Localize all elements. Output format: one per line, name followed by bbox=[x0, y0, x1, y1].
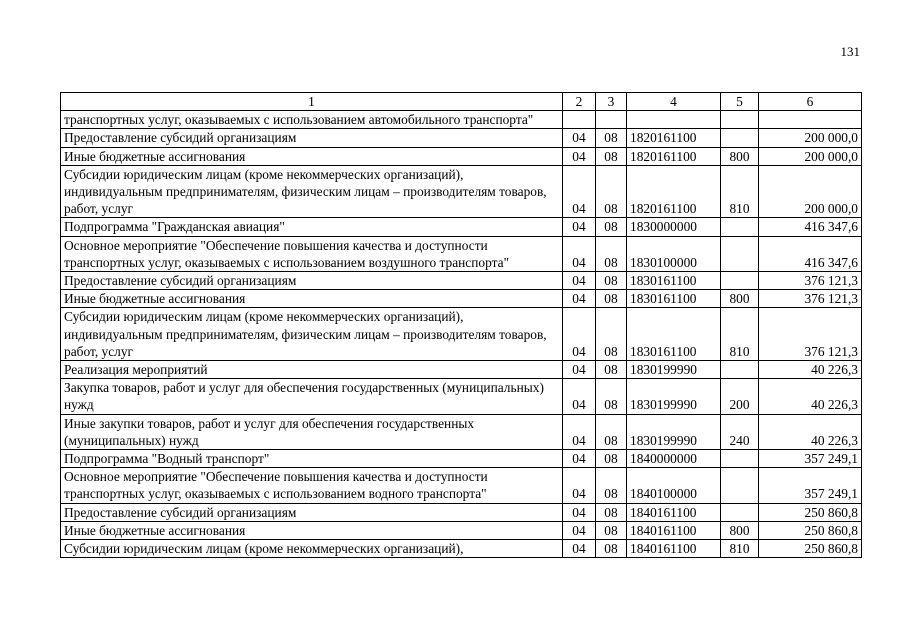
amount: 200 000,0 bbox=[759, 147, 862, 165]
target-article-code: 1830161100 bbox=[627, 272, 721, 290]
subsection-code: 08 bbox=[596, 414, 627, 449]
target-article-code bbox=[627, 111, 721, 129]
header-col-4: 4 bbox=[627, 93, 721, 111]
amount bbox=[759, 111, 862, 129]
table-row bbox=[61, 218, 862, 236]
section-code: 04 bbox=[563, 308, 596, 361]
table-row bbox=[61, 147, 862, 165]
subsection-code: 08 bbox=[596, 468, 627, 503]
table-row bbox=[61, 272, 862, 290]
row-name: Основное мероприятие "Обеспечение повышения качества и доступности транспортных услуг, оказываемых с использованием воздушного транспорта" bbox=[61, 236, 563, 271]
section-code: 04 bbox=[563, 379, 596, 414]
expense-type-code: 200 bbox=[721, 379, 759, 414]
expense-type-code bbox=[721, 111, 759, 129]
target-article-code: 1830100000 bbox=[627, 236, 721, 271]
row-name: Предоставление субсидий организациям bbox=[61, 129, 563, 147]
section-code: 04 bbox=[563, 540, 596, 558]
section-code: 04 bbox=[563, 521, 596, 539]
amount: 200 000,0 bbox=[759, 165, 862, 218]
section-code: 04 bbox=[563, 503, 596, 521]
row-name: Субсидии юридическим лицам (кроме некоммерческих организаций), bbox=[61, 540, 563, 558]
subsection-code: 08 bbox=[596, 379, 627, 414]
target-article-code: 1830000000 bbox=[627, 218, 721, 236]
row-name: Подпрограмма "Гражданская авиация" bbox=[61, 218, 563, 236]
subsection-code: 08 bbox=[596, 290, 627, 308]
subsection-code: 08 bbox=[596, 540, 627, 558]
expense-type-code bbox=[721, 450, 759, 468]
target-article-code: 1840161100 bbox=[627, 540, 721, 558]
row-name: Предоставление субсидий организациям bbox=[61, 272, 563, 290]
amount: 40 226,3 bbox=[759, 361, 862, 379]
target-article-code: 1840100000 bbox=[627, 468, 721, 503]
target-article-code: 1820161100 bbox=[627, 147, 721, 165]
row-name: Реализация мероприятий bbox=[61, 361, 563, 379]
expense-type-code bbox=[721, 272, 759, 290]
amount: 40 226,3 bbox=[759, 379, 862, 414]
row-name: Основное мероприятие "Обеспечение повышения качества и доступности транспортных услуг, оказываемых с использованием водного транспорта" bbox=[61, 468, 563, 503]
row-name: Субсидии юридическим лицам (кроме некоммерческих организаций), индивидуальным предпринимателям, физическим лицам – производителям товаров, работ, услуг bbox=[61, 165, 563, 218]
section-code: 04 bbox=[563, 290, 596, 308]
row-name: Субсидии юридическим лицам (кроме некоммерческих организаций), индивидуальным предпринимателям, физическим лицам – производителям товаров, работ, услуг bbox=[61, 308, 563, 361]
subsection-code: 08 bbox=[596, 272, 627, 290]
amount: 376 121,3 bbox=[759, 290, 862, 308]
table-row bbox=[61, 165, 862, 218]
subsection-code: 08 bbox=[596, 361, 627, 379]
amount: 376 121,3 bbox=[759, 272, 862, 290]
expense-type-code: 800 bbox=[721, 147, 759, 165]
subsection-code: 08 bbox=[596, 521, 627, 539]
table-row bbox=[61, 540, 862, 558]
subsection-code: 08 bbox=[596, 308, 627, 361]
target-article-code: 1840000000 bbox=[627, 450, 721, 468]
page-number: 131 bbox=[840, 44, 860, 59]
amount: 416 347,6 bbox=[759, 236, 862, 271]
expense-type-code bbox=[721, 361, 759, 379]
row-name: Иные бюджетные ассигнования bbox=[61, 147, 563, 165]
table-row bbox=[61, 236, 862, 271]
target-article-code: 1830161100 bbox=[627, 308, 721, 361]
table-row bbox=[61, 290, 862, 308]
expense-type-code bbox=[721, 236, 759, 271]
subsection-code: 08 bbox=[596, 218, 627, 236]
row-name: Подпрограмма "Водный транспорт" bbox=[61, 450, 563, 468]
section-code: 04 bbox=[563, 361, 596, 379]
row-name: Иные закупки товаров, работ и услуг для обеспечения государственных (муниципальных) нужд bbox=[61, 414, 563, 449]
section-code: 04 bbox=[563, 165, 596, 218]
amount: 376 121,3 bbox=[759, 308, 862, 361]
row-name: Предоставление субсидий организациям bbox=[61, 503, 563, 521]
expense-type-code bbox=[721, 468, 759, 503]
expense-type-code bbox=[721, 503, 759, 521]
amount: 357 249,1 bbox=[759, 468, 862, 503]
subsection-code: 08 bbox=[596, 450, 627, 468]
header-col-1: 1 bbox=[61, 93, 563, 111]
expense-type-code: 240 bbox=[721, 414, 759, 449]
subsection-code: 08 bbox=[596, 147, 627, 165]
section-code: 04 bbox=[563, 272, 596, 290]
section-code: 04 bbox=[563, 236, 596, 271]
table-row bbox=[61, 129, 862, 147]
section-code: 04 bbox=[563, 218, 596, 236]
section-code: 04 bbox=[563, 450, 596, 468]
section-code bbox=[563, 111, 596, 129]
table-row bbox=[61, 308, 862, 361]
target-article-code: 1820161100 bbox=[627, 165, 721, 218]
table-row bbox=[61, 521, 862, 539]
row-name: Закупка товаров, работ и услуг для обеспечения государственных (муниципальных) нужд bbox=[61, 379, 563, 414]
header-col-6: 6 bbox=[759, 93, 862, 111]
table-row bbox=[61, 111, 862, 129]
section-code: 04 bbox=[563, 147, 596, 165]
amount: 200 000,0 bbox=[759, 129, 862, 147]
table-row bbox=[61, 414, 862, 449]
subsection-code: 08 bbox=[596, 165, 627, 218]
header-col-5: 5 bbox=[721, 93, 759, 111]
amount: 357 249,1 bbox=[759, 450, 862, 468]
subsection-code: 08 bbox=[596, 236, 627, 271]
section-code: 04 bbox=[563, 414, 596, 449]
target-article-code: 1830161100 bbox=[627, 290, 721, 308]
expense-type-code: 800 bbox=[721, 290, 759, 308]
header-col-3: 3 bbox=[596, 93, 627, 111]
target-article-code: 1830199990 bbox=[627, 414, 721, 449]
target-article-code: 1820161100 bbox=[627, 129, 721, 147]
table-row bbox=[61, 361, 862, 379]
row-name: транспортных услуг, оказываемых с использованием автомобильного транспорта" bbox=[61, 111, 563, 129]
expense-type-code bbox=[721, 129, 759, 147]
row-name: Иные бюджетные ассигнования bbox=[61, 521, 563, 539]
table-row bbox=[61, 379, 862, 414]
expense-type-code bbox=[721, 218, 759, 236]
budget-table bbox=[60, 92, 862, 558]
subsection-code: 08 bbox=[596, 503, 627, 521]
row-name: Иные бюджетные ассигнования bbox=[61, 290, 563, 308]
header-row bbox=[61, 93, 862, 111]
table-row bbox=[61, 450, 862, 468]
header-col-2: 2 bbox=[563, 93, 596, 111]
target-article-code: 1830199990 bbox=[627, 361, 721, 379]
amount: 40 226,3 bbox=[759, 414, 862, 449]
amount: 416 347,6 bbox=[759, 218, 862, 236]
expense-type-code: 810 bbox=[721, 540, 759, 558]
expense-type-code: 800 bbox=[721, 521, 759, 539]
target-article-code: 1830199990 bbox=[627, 379, 721, 414]
amount: 250 860,8 bbox=[759, 503, 862, 521]
subsection-code bbox=[596, 111, 627, 129]
section-code: 04 bbox=[563, 468, 596, 503]
target-article-code: 1840161100 bbox=[627, 521, 721, 539]
expense-type-code: 810 bbox=[721, 308, 759, 361]
table-row bbox=[61, 468, 862, 503]
expense-type-code: 810 bbox=[721, 165, 759, 218]
amount: 250 860,8 bbox=[759, 540, 862, 558]
subsection-code: 08 bbox=[596, 129, 627, 147]
target-article-code: 1840161100 bbox=[627, 503, 721, 521]
amount: 250 860,8 bbox=[759, 521, 862, 539]
section-code: 04 bbox=[563, 129, 596, 147]
table-row bbox=[61, 503, 862, 521]
